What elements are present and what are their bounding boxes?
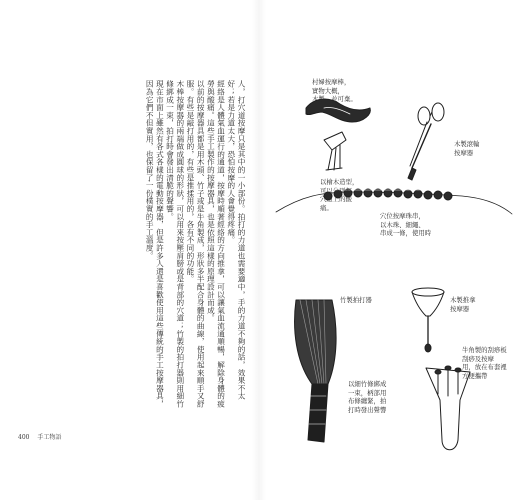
page-number: 400	[18, 434, 30, 441]
bamboo-beater-drawing	[295, 300, 337, 442]
right-page	[262, 0, 520, 500]
body-text	[8, 80, 246, 410]
comb-tool-drawing	[324, 132, 346, 170]
funnel-pusher-drawing	[412, 288, 444, 352]
paragraph: 以前的按摩器具都是用木頭、竹子或是牛角製成，形狀多半配合身體的曲線，使用起來順手又舒服。有些是敲打用的，有些是推揉用的，各有不同的功能。	[185, 80, 206, 408]
paragraph: 木棒按摩器的兩端做成圓球的形狀，可以用來按壓肩膀或是背部的穴道；竹製的拍打器則用細竹條綁成一束，拍打時會發出清脆的聲響。	[165, 80, 185, 408]
annotation: 以細竹條綁成 一束，柄部用 布條纏緊，拍 打時發出聲響	[348, 380, 387, 414]
paragraph: 人，打穴道按摩只是其中的一小部份。拍打的力道也需要適中，手的力道不夠的話，效果不太好；若是力道太大，恐怕按摩的人會覺得疼痛。	[226, 80, 246, 400]
paragraph: 經絡是人體氣血運行的通道，按摩時順著經絡的方向推拿，可以讓氣血流通順暢，解除身體的疲勞與酸痛。這些手工製作的按摩器具，也是依照這樣的原理設計而成。	[206, 80, 226, 408]
annotation: 木製滾輪 按摩器	[454, 140, 480, 157]
paragraph: 現在市面上雖然有各式各樣的電動按摩器，但是許多人還是喜歡使用這些傳統的手工按摩器具，因為它們不但實用，也保留了一份樸實的手工溫度。	[145, 80, 165, 408]
twin-ball-roller-drawing	[408, 103, 444, 180]
annotation: 村婦按摩棒， 實物大概， 木製，並可棄。	[312, 78, 357, 103]
annotation: 木製推拿 按摩器	[450, 296, 476, 313]
annotation: 穴位按摩珠串， 以木珠、細繩、 串成一條，使用時	[380, 212, 432, 237]
annotation: 牛角製的刮痧板 刮痧及按摩 用，放在布套裡 方便攜帶	[462, 346, 507, 380]
running-title: 手工物語	[37, 434, 62, 441]
annotation: 竹製拍打器	[340, 296, 372, 304]
massage-tools-illustration	[262, 0, 520, 500]
bead-string-drawing	[276, 189, 512, 214]
page-footer	[18, 432, 67, 441]
annotation: 以檜木造型， 可以分別打 穴道上的酸 痛。	[320, 178, 359, 212]
